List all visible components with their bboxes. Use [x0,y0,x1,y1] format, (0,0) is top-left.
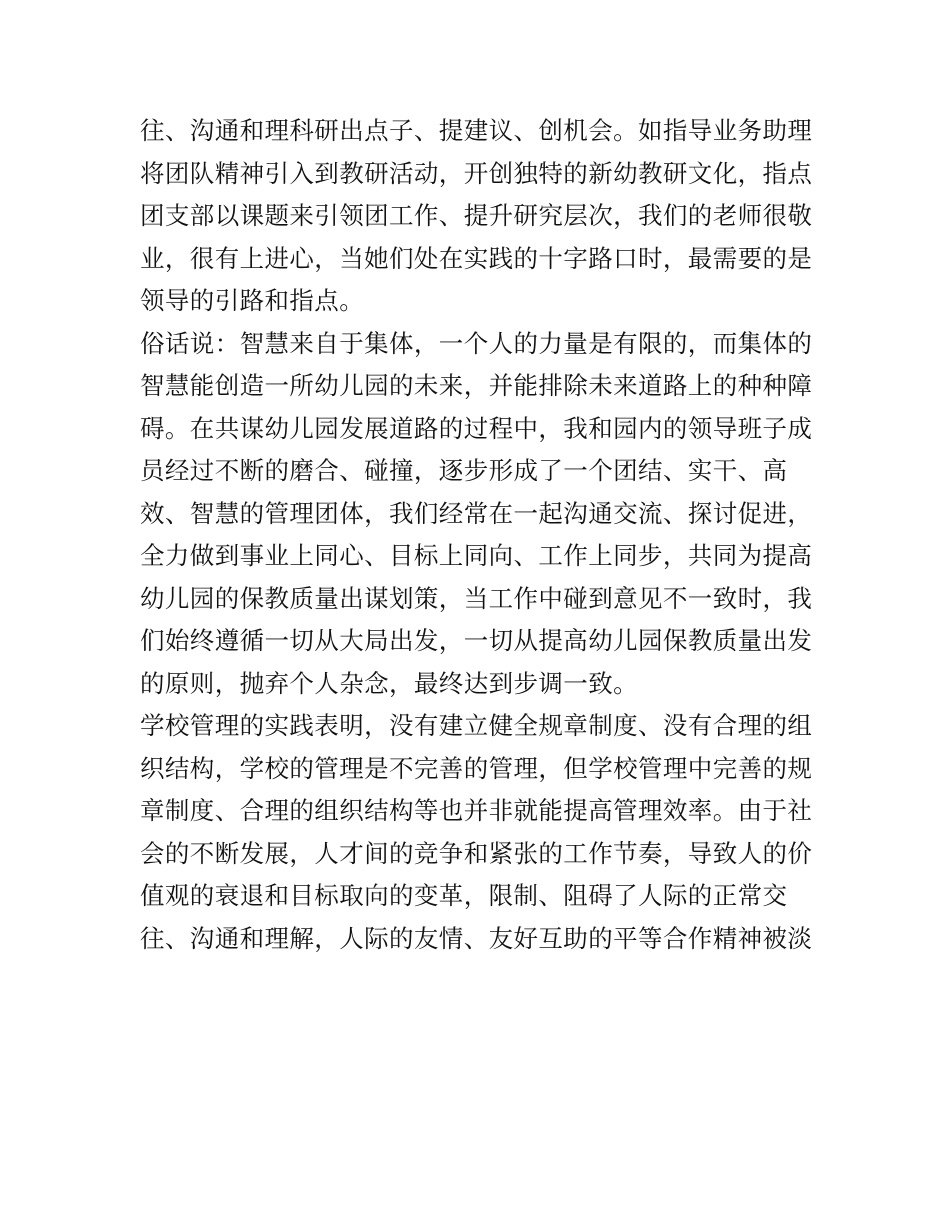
text-line: 往、沟通和理科研出点子、提建议、创机会。如指导业务助理 [140,116,813,145]
text-line: 业，很有上进心，当她们处在实践的十字路口时，最需要的是 [140,243,813,273]
text-line: 往、沟通和理解，人际的友情、友好互助的平等合作精神被淡 [140,923,813,953]
text-line: 碍。在共谋幼儿园发展道路的过程中，我和园内的领导班子成 [140,413,813,443]
text-line: 效、智慧的管理团体，我们经常在一起沟通交流、探讨促进， [140,498,813,528]
text-line: 员经过不断的磨合、碰撞，逐步形成了一个团结、实干、高 [140,456,788,485]
text-line: 智慧能创造一所幼儿园的未来，并能排除未来道路上的种种障 [140,371,813,400]
text-line: 的原则，抛弃个人杂念，最终达到步调一致。 [140,668,638,698]
text-line: 幼儿园的保教质量出谋划策，当工作中碰到意见不一致时，我 [140,583,813,613]
text-line: 织结构，学校的管理是不完善的管理，但学校管理中完善的规 [140,753,813,783]
text-line: 领导的引路和指点。 [140,286,365,315]
text-line: 章制度、合理的组织结构等也并非就能提高管理效率。由于社 [140,796,813,825]
text-line: 将团队精神引入到教研活动，开创独特的新幼教研文化，指点 [140,158,813,188]
body-text [140,110,830,960]
text-line: 值观的衰退和目标取向的变革，限制、阻碍了人际的正常交 [140,881,788,910]
text-line: 团支部以课题来引领团工作、提升研究层次，我们的老师很敬 [140,201,813,230]
text-line: 俗话说：智慧来自于集体，一个人的力量是有限的，而集体的 [140,328,813,358]
text-line: 们始终遵循一切从大局出发，一切从提高幼儿园保教质量出发 [140,626,813,655]
text-line: 会的不断发展，人才间的竞争和紧张的工作节奏，导致人的价 [140,838,813,868]
text-line: 学校管理的实践表明，没有建立健全规章制度、没有合理的组 [140,711,813,740]
text-line: 全力做到事业上同心、目标上同向、工作上同步，共同为提高 [140,541,813,570]
